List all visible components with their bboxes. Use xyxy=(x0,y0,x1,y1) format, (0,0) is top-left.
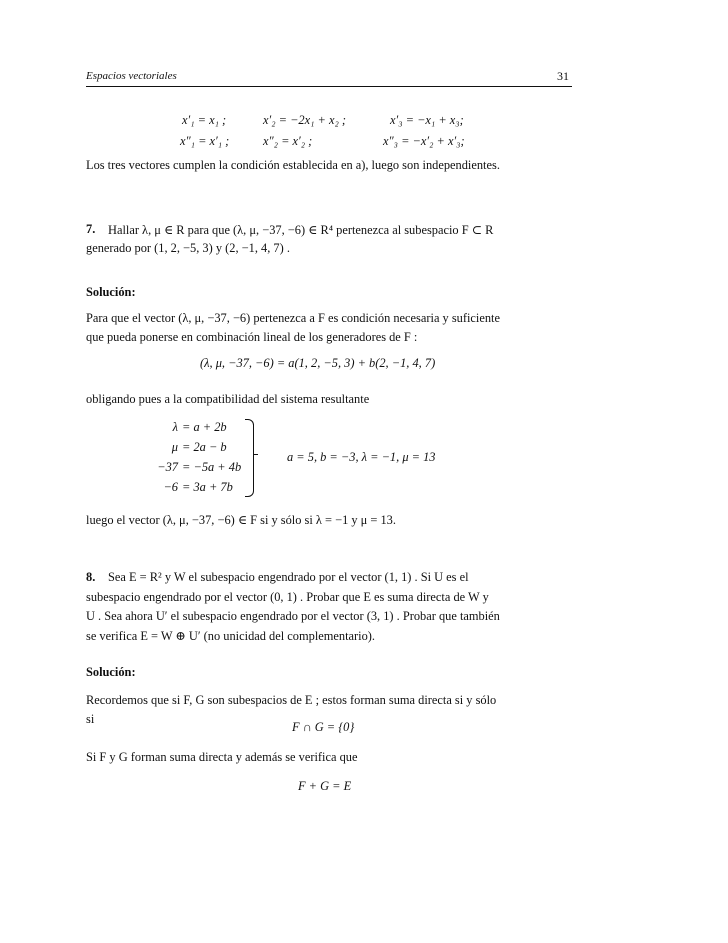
system-lhs-1: λ xyxy=(172,420,178,434)
solution-7-line-3: obligando pues a la compatibilidad del sistema resultante xyxy=(86,392,370,406)
problem-8-line-2: subespacio engendrado por el vector (0, 1) . Probar que E es suma directa de W y xyxy=(86,590,489,604)
system-brace-tip xyxy=(253,454,258,455)
problem-7-number: 7. xyxy=(86,222,96,236)
solution-8-line-3: Si F y G forman suma directa y además se verifica que xyxy=(86,750,358,764)
solution-8-line-1: Recordemos que si F, G son subespacios de E ; estos forman suma directa si y sólo xyxy=(86,693,497,707)
solution-7-line-1: Para que el vector (λ, μ, −37, −6) pertenezca a F es condición necesaria y suficiente xyxy=(86,311,501,325)
conclusion-text: Los tres vectores cumplen la condición establecida en a), luego son independientes. xyxy=(86,158,500,172)
solution-7-line-2: que pueda ponerse en combinación lineal de los generadores de F : xyxy=(86,330,418,344)
system-rhs-4: = 3a + 7b xyxy=(182,480,233,494)
intersection-equation: F ∩ G = {0} xyxy=(292,720,355,734)
problem-8-line-3: U . Sea ahora U′ el subespacio engendrado por el vector (3, 1) . Probar que también xyxy=(86,609,500,623)
problem-7-line-2: generado por (1, 2, −5, 3) y (2, −1, 4, 7) . xyxy=(86,241,290,255)
running-header-title: Espacios vectoriales xyxy=(86,70,177,82)
system-lhs-3: −37 xyxy=(157,460,178,474)
system-solution: a = 5, b = −3, λ = −1, μ = 13 xyxy=(287,450,436,464)
equation-x2-prime: x′₂ = −2x₁ + x₂ ; xyxy=(263,113,347,127)
sum-equation: F + G = E xyxy=(298,779,352,793)
problem-8-line-1: Sea E = R² y W el subespacio engendrado por el vector (1, 1) . Si U es el xyxy=(108,570,469,584)
system-rhs-2: = 2a − b xyxy=(182,440,227,454)
system-rhs-3: = −5a + 4b xyxy=(182,460,242,474)
solution-8-line-2: si xyxy=(86,712,95,726)
system-brace xyxy=(245,419,254,497)
system-rhs-1: = a + 2b xyxy=(182,420,227,434)
system-lhs-4: −6 xyxy=(163,480,178,494)
equation-x3-double-prime: x″₃ = −x′₂ + x′₃; xyxy=(383,134,465,148)
solution-8-heading: Solución: xyxy=(86,665,136,679)
linear-combination-equation: (λ, μ, −37, −6) = a(1, 2, −5, 3) + b(2, −1, 4, 7) xyxy=(200,356,436,370)
equation-x1-double-prime: x″₁ = x′₁ ; xyxy=(180,134,230,148)
problem-7-line-1: Hallar λ, μ ∈ R para que (λ, μ, −37, −6) ∈ R⁴ pertenezca al subespacio F ⊂ R xyxy=(108,223,494,237)
solution-7-final: luego el vector (λ, μ, −37, −6) ∈ F si y sólo si λ = −1 y μ = 13. xyxy=(86,513,396,527)
equation-x2-double-prime: x″₂ = x′₂ ; xyxy=(263,134,313,148)
solution-7-heading: Solución: xyxy=(86,285,136,299)
problem-8-line-4: se verifica E = W ⊕ U′ (no unicidad del complementario). xyxy=(86,629,376,643)
page-number: 31 xyxy=(557,69,569,83)
problem-8-number: 8. xyxy=(86,570,96,584)
system-lhs-2: μ xyxy=(171,440,178,454)
header-rule xyxy=(86,86,572,87)
equation-x3-prime: x′₃ = −x₁ + x₃; xyxy=(390,113,464,127)
equation-x1-prime: x′₁ = x₁ ; xyxy=(182,113,227,127)
